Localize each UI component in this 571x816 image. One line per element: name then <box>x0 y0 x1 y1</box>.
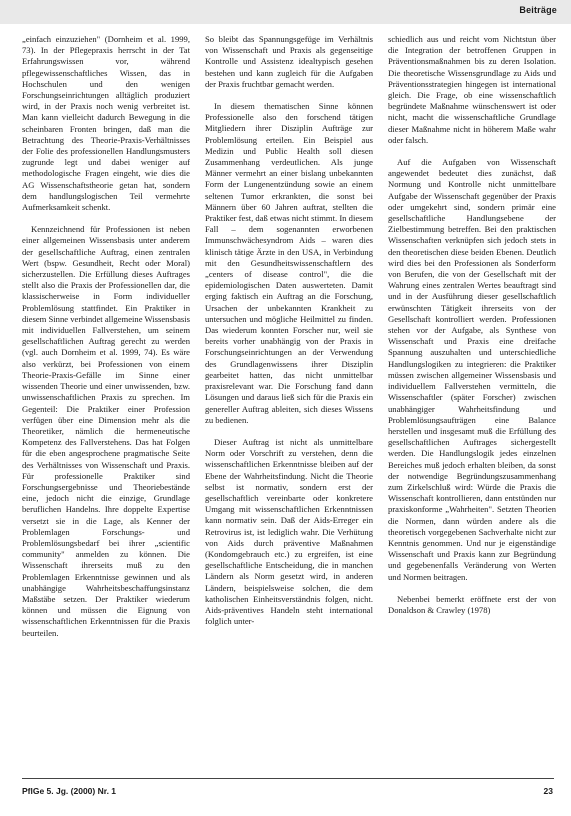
text-column-3 <box>388 34 556 627</box>
paragraph: schiedlich aus und reicht vom Nichtstun über die Integration der betroffenen Gruppen in Präventionsmaßnahmen bis zu deren Isolation. Die theoretische Wissensgrundlage zu Aids und Präventionsstrategien hingegen ist international gleich. Die Frage, ob eine wissenschaftlich begründete Maßnahme wünschenswert ist oder nicht, macht die wissenschaftliche Grundlage dieser Maßnahme nicht in höherem Maße wahr oder falsch. <box>388 34 556 145</box>
page-number: 23 <box>543 786 553 796</box>
paragraph: Nebenbei bemerkt eröffnete erst der von Donaldson & Crawley (1978) <box>388 593 556 615</box>
page-header-bar <box>0 0 571 24</box>
footer-divider <box>22 778 554 779</box>
paragraph: Kennzeichnend für Professionen ist neben einer allgemeinen Wissensbasis unter anderem der gesellschaftliche Auftrag, einen zentralen Wert (bspw. Gesundheit, Recht oder Moral) sicherzustellen. Die Erfüllung dieses Auftrages stellt also die Praxis der Professionellen dar, die klassischerweise in Form individueller Problemlösung stattfindet. Ein Praktiker in diesem Sinne verbindet allgemeine Wissensbasis mit individuellen Fallverstehen, um seinem gesellschaftlichen Auftrag gerecht zu werden (vgl. auch Dornheim et al. 1999, 74). Es wäre also verkürzt, bei Professionen von einem Theorie-Praxis-Gefälle im Sinne einer wissenden Theorie und einer unwissenden, bzw. unwissenschaftlichen Praxis zu sprechen. Im Gegenteil: Die Praktiker einer Profession verfügen über eine Dimension mehr als die Theoretiker, nämlich die hermeneutische Kompetenz des Fallverstehens. Das hat Folgen für die eben angesprochene pragmatische Seite des Verhältnisses von Wissenschaft und Praxis. Für professionelle Praktiker sind Forschungsergebnisse und Theoriebestände eine, jedoch nicht die einzige, Grundlage beruflichen Handelns. Ihre doppelte Expertise versetzt sie in die Lage, als Kenner der Problemlagen Forschungs- und Problemlösungsbedarf bei ihrer „scientific community" anmelden zu können. Die Wissenschaft ihrerseits muß zu den Problemlagen Erkenntnisse gewinnen und als unabhängige Wahrheitsbeschaffungsinstanz Maßstäbe setzen. Der Praktiker wiederum können und müssen die Eignung von wissenschaftlichen Erkenntnissen für die Praxis beurteilen. <box>22 224 190 638</box>
paragraph: „einfach einzuziehen" (Dornheim et al. 1999, 73). In der Pflegepraxis herrscht in der Tat Erfahrungswissen vor, während pflegewissenschaftliches Wissen, das in Hochschulen und den wenigen Forschungseinrichtungen alltäglich produziert wird, in der Praxis noch wenig verbreitet ist. Man kann vielleicht dadurch Bewegung in die scheinbaren Fronten bringen, daß man die Betrachtung des Theorie-Praxis-Verhältnisses der Folie des professionellen Handlungsmusters zugrunde legt und dabei weniger auf methodologische Fragen eingeht, wie dies die AG Wissenschaftstheorie getan hat, sondern dem handlungslogischen Teil vermehrte Aufmerksamkeit schenkt. <box>22 34 190 213</box>
text-column-2 <box>205 34 373 638</box>
paragraph: Auf die Aufgaben von Wissenschaft angewendet bedeutet dies zunächst, daß Normung und Kontrolle nicht unmittelbare Aufgabe der Wissenschaft gegenüber der Praxis oder umgekehrt sind, sondern primär eine gesellschaftliche Handlungsebene der Zielbestimmung betreffen. Bei den praktischen Wissenschaften verknüpfen sich jedoch stets in den theoretischen diese beiden Ebenen. Deutlich wird dies bei den Professionen als Sonderform von Berufen, die von der Gesellschaft mit der Wahrung eines zentralen Wertes beauftragt sind und in der Ausführung dieser gesellschaftlich erwünschten Tätigkeit ihrerseits von der Gesellschaft kontrolliert werden. Professionen stehen vor der Aufgabe, als Synthese von Wissenschaft und Praxis eine dreifache Spannung auszuhalten und unterschiedliche Handlungslogiken zu integrieren: die Praktiker müssen zwischen allgemeiner Wissensbasis und individuellem Fallverstehen vermitteln, die Wissenschaftler (später Forscher) zwischen unabhängiger Wahrheitsfindung und Problemlösungsaufträgen eine Balance herstellen und insgesamt muß die Erfüllung des gesellschaftlichen Auftrages sichergestellt werden. Die Handlungslogik jedes einzelnen Bereiches muß jedoch erhalten bleiben, da sonst der notwendige Begründungszusammenhang zum Zirkelschluß wird: Würde die Praxis die Wissenschaft kontrollieren, dann entstünden nur praxiskonforme „Wahrheiten". Setzten Theorien die Normen, dann würden andere als die theoretisch vorgegebenen Sachverhalte nicht zur Kenntnis genommen. Und nur je eigenständige Wissenschaft und Praxis kann zur Begründung und gegebenenfalls Veränderung von Werten und Normen beitragen. <box>388 157 556 582</box>
text-column-1 <box>22 34 190 650</box>
paragraph: In diesem thematischen Sinne können Professionelle also den forschend tätigen Mitgliedern ihrer Disziplin Aufträge zur Problemlösung erteilen. Ein Beispiel aus Medizin und Public Health soll diesen Zusammenhang verdeutlichen. Als junge Männer vermehrt an einer bislang unbekannten Form der Lungenentzündung sowie an einem seltenen Tumor erkrankten, die sonst bei Männern über 60 Jahren auftrat, stellten die Praktiker fest, daß etwas nicht stimmt. In diesem Fall – dem sogenannten erworbenen Immunschwächesyndrom Aids – waren dies klinisch tätige Ärzte in den USA, in Verbindung mit den Gesundheitswissenschaftlern des „centers of disease control", die die epidemiologischen Daten auswerteten. Damit erging faktisch ein Auftrag an die Forschung, Ursachen der unbekannten Krankheit zu untersuchen und mögliche Heilmittel zu finden. Das wiederum konnten Forscher nur, weil sie bereits vorher unabhängig von der Praxis in Forschungseinrichtungen an der Verwendung des Grundlagenwissens ihrer Disziplin gearbeitet hatten, das nicht unmittelbar praxisrelevant war. Die Forschung fand dann Lösungen und daraus ließ sich für die Praxis ein genereller Auftrag ableiten, sich dieses Wissens zu bedienen. <box>205 101 373 425</box>
paragraph: So bleibt das Spannungsgefüge im Verhältnis von Wissenschaft und Praxis als gegenseitige Kontrolle und Assistenz idealtypisch gesehen bestehen und kann zugleich für die Aufgaben der Praxis fruchtbar gemacht werden. <box>205 34 373 89</box>
section-label: Beiträge <box>519 5 557 15</box>
journal-citation: PflGe 5. Jg. (2000) Nr. 1 <box>22 786 117 796</box>
paragraph: Dieser Auftrag ist nicht als unmittelbare Norm oder Vorschrift zu verstehen, denn die wissenschaftlichen Erkenntnisse bleiben auf der Ebene der Wahrheitsfindung. Nicht die Theorie selbst ist normativ, sondern erst der gesellschaftlich vereinbarte oder konkretere Umgang mit wissenschaftlichen Erkenntnissen kann normativ sein. Daß der Aids-Erreger ein Retrovirus ist, ist lediglich wahr. Die Verhütung von Aids durch präventive Maßnahmen (Kondomgebrauch etc.) zu ergreifen, ist eine gesellschaftliche Entscheidung, die in manchen Ländern als Norm gesetzt wird, in anderen Ländern, beispielsweise solchen, die dem katholischen Einheitsverständnis folgen, nicht. Aids-präventives Handeln steht international folglich unter- <box>205 436 373 627</box>
article-body <box>22 34 554 754</box>
